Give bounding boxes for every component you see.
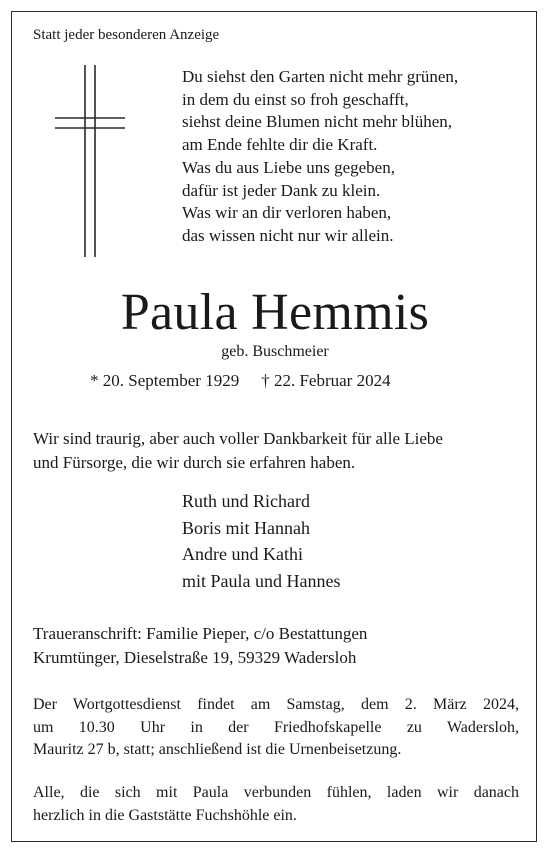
poem-line: dafür ist jeder Dank zu klein.: [182, 180, 381, 200]
cross-icon: [55, 65, 125, 257]
address-line: Traueranschrift: Familie Pieper, c/o Bestattungen: [33, 624, 368, 643]
poem-line: Was wir an dir verloren haben,: [182, 203, 392, 223]
poem-line: am Ende fehlte dir die Kraft.: [182, 135, 378, 155]
mourners-list: [182, 488, 340, 594]
mourning-address: [33, 622, 367, 669]
mourner-line: Ruth und Richard: [182, 491, 310, 511]
gratitude-line: Wir sind traurig, aber auch voller Dankbarkeit für alle Liebe: [33, 429, 443, 448]
service-line: Mauritz 27 b, statt; anschließend ist die Urnenbeisetzung.: [33, 741, 402, 758]
service-line: um 10.30 Uhr in der Friedhofskapelle zu Wadersloh,: [33, 718, 519, 736]
deceased-name: Paula Hemmis: [120, 284, 430, 341]
poem-line: Was du aus Liebe uns gegeben,: [182, 157, 395, 177]
closing-text: [33, 782, 519, 827]
mourner-line: Boris mit Hannah: [182, 517, 310, 538]
address-line: Krumtünger, Dieselstraße 19, 59329 Wadersloh: [33, 647, 357, 667]
poem: [182, 66, 458, 248]
closing-line: herzlich in die Gaststätte Fuchshöhle ein.: [33, 806, 297, 824]
mourner-line: mit Paula und Hannes: [182, 570, 341, 591]
service-line: Der Wortgottesdienst findet am Samstag, dem 2. März 2024,: [33, 696, 519, 713]
birth-name: geb. Buschmeier: [221, 343, 329, 360]
gratitude-text: [33, 427, 443, 474]
closing-line: Alle, die sich mit Paula verbunden fühlen, laden wir danach: [33, 784, 519, 801]
gratitude-line: und Fürsorge, die wir durch sie erfahren haben.: [33, 452, 356, 472]
poem-line: Du siehst den Garten nicht mehr grünen,: [182, 67, 459, 86]
life-dates: [90, 371, 391, 391]
service-info: [33, 694, 519, 762]
poem-line: siehst deine Blumen nicht mehr blühen,: [182, 112, 453, 132]
mourner-line: Andre und Kathi: [182, 544, 303, 564]
intro-line: Statt jeder besonderen Anzeige: [33, 27, 220, 43]
birth-date: * 20. September 1929: [90, 371, 240, 390]
death-date: † 22. Februar 2024: [261, 371, 391, 390]
poem-line: das wissen nicht nur wir allein.: [182, 225, 394, 245]
poem-line: in dem du einst so froh geschafft,: [182, 89, 409, 109]
